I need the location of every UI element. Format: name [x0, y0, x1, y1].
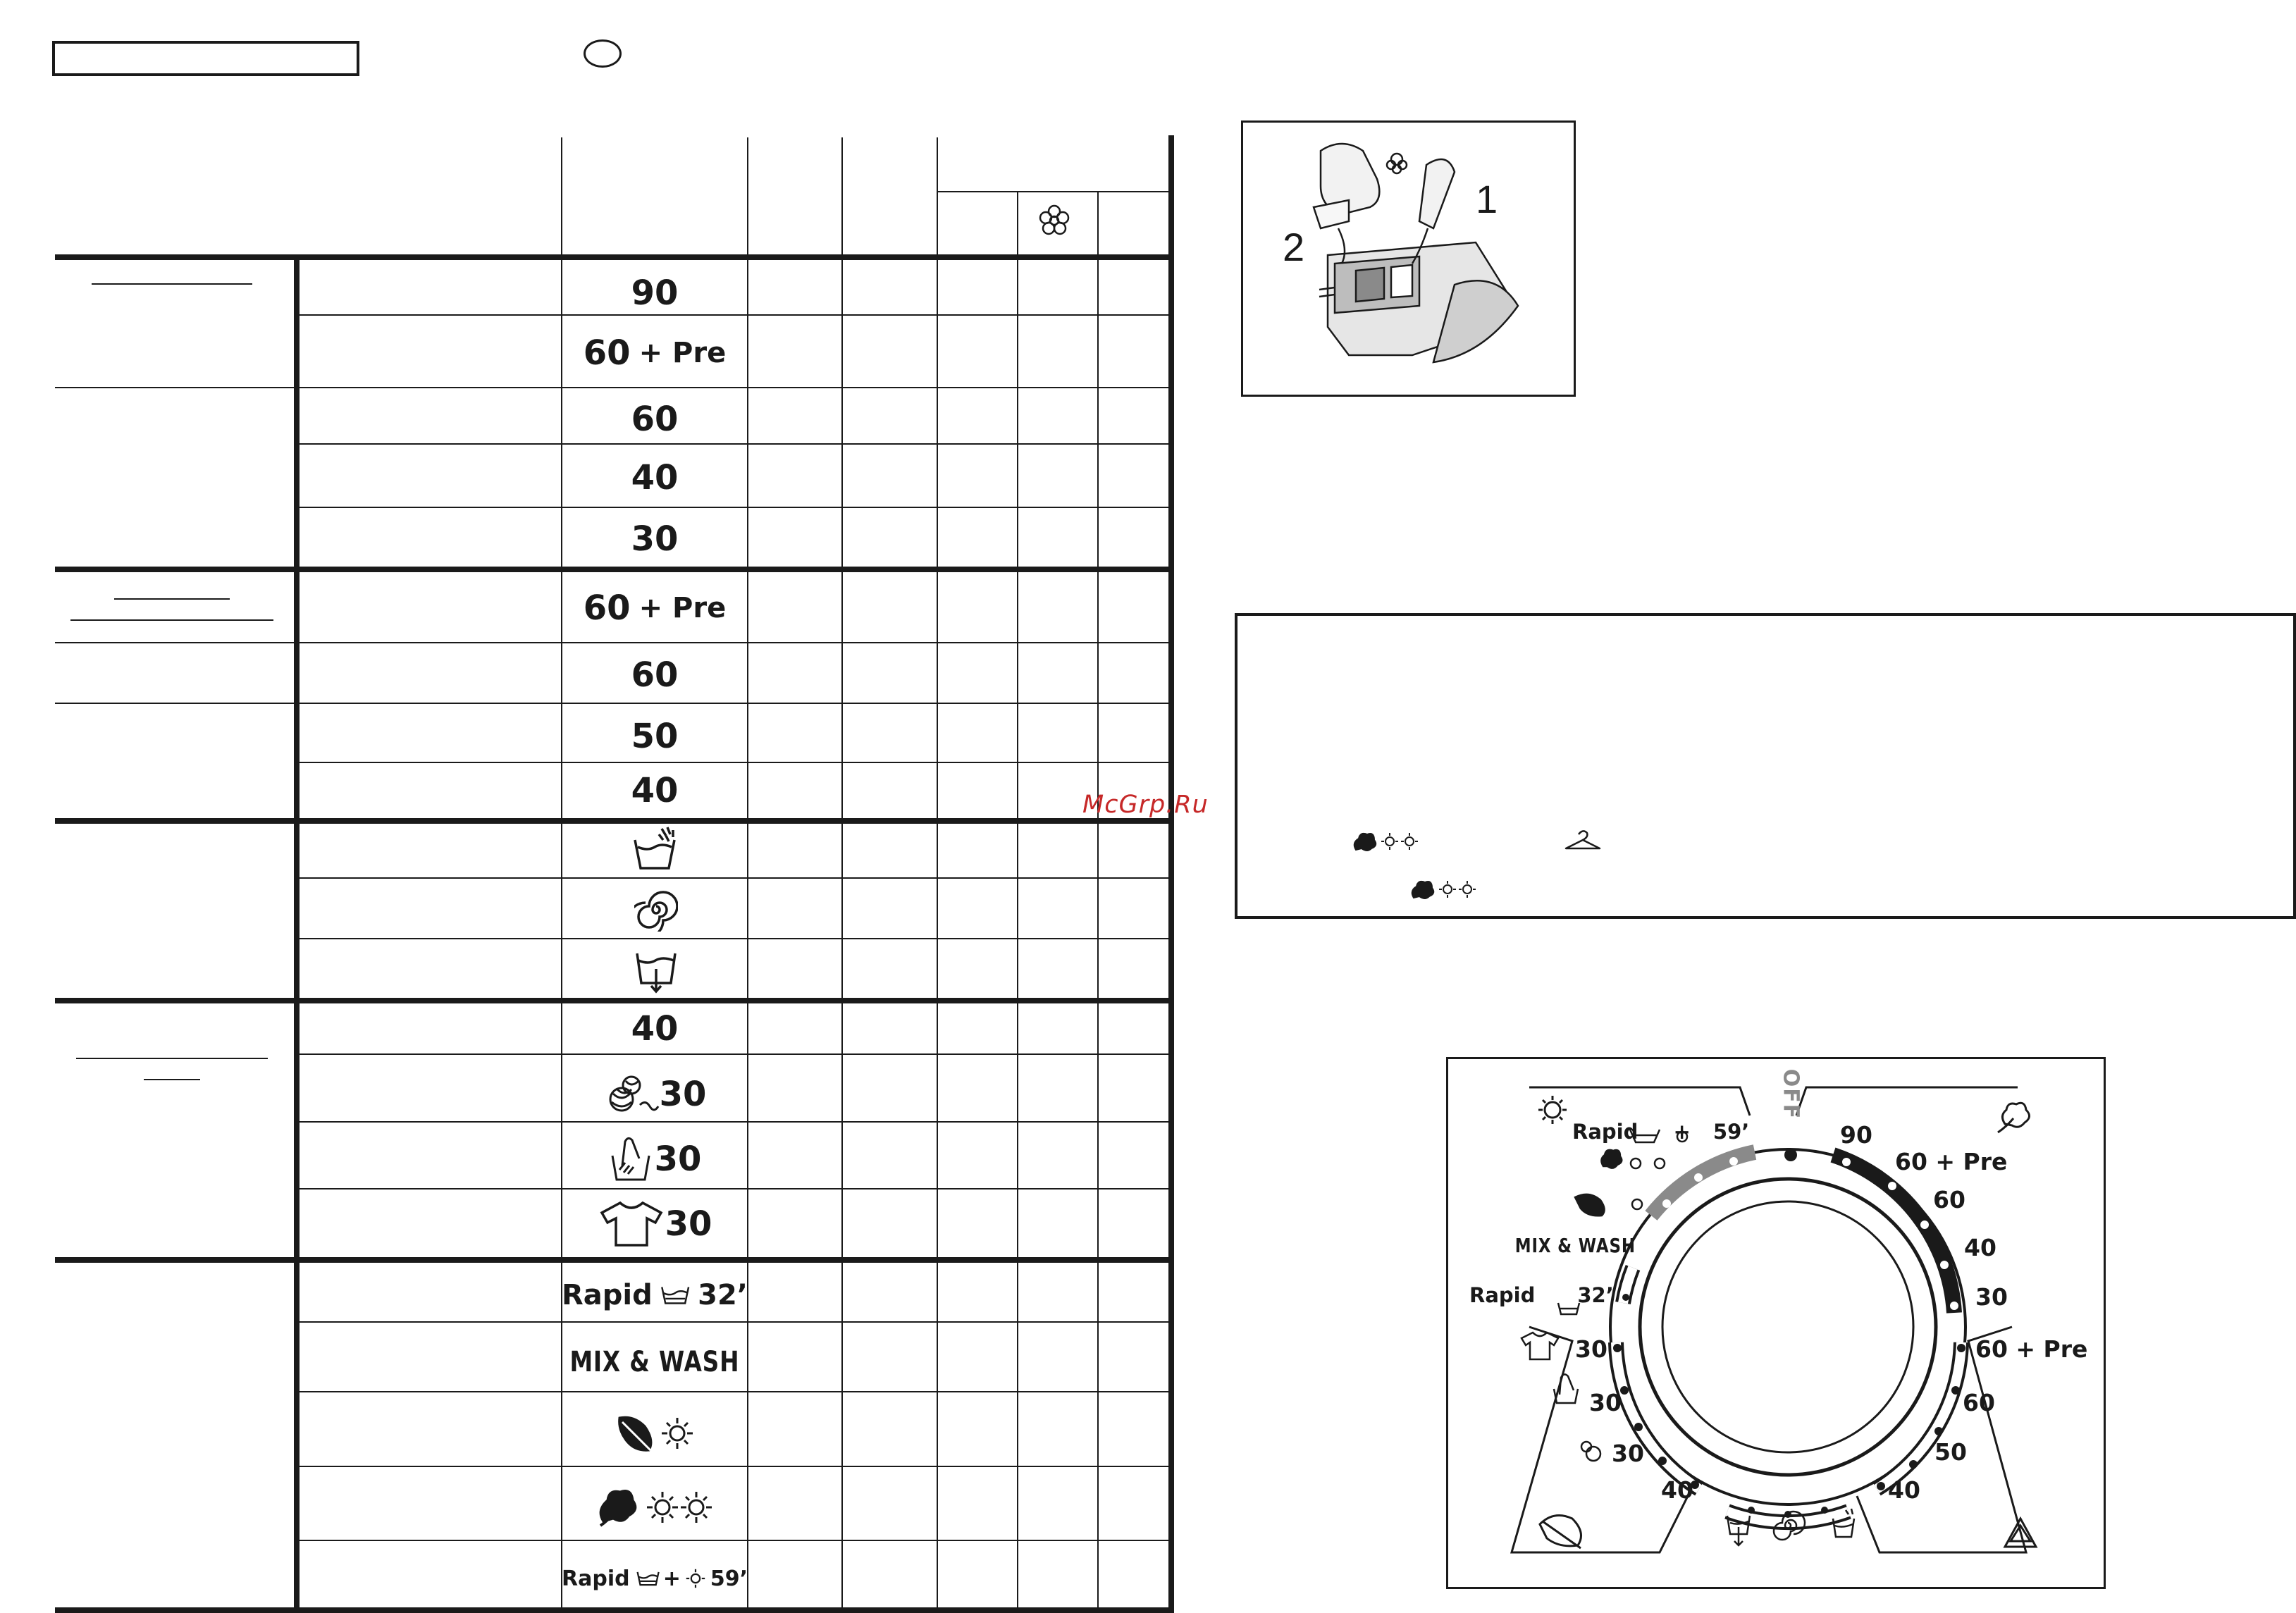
cotton-two-sun-icon: [1350, 829, 1421, 854]
off-indicator-dot: [1784, 1149, 1797, 1161]
rinse-icon: [631, 826, 680, 872]
table-rapid-59: Rapid + 59’: [562, 1566, 748, 1591]
dial-synth-60-pre: 60 + Pre: [1975, 1335, 2088, 1363]
delicate-leaf-icon: [1540, 1516, 1581, 1549]
table-synthetic-40: 40: [631, 771, 679, 810]
table-eco-one-sun: [562, 1406, 748, 1459]
dial-cotton-30: 30: [1975, 1283, 2008, 1311]
figure-label-1: 1: [1476, 177, 1498, 221]
table-synthetic-60: 60: [631, 655, 679, 695]
dial-cotton-60-pre: 60 + Pre: [1895, 1148, 2008, 1175]
watermark: McGrp.Ru: [1082, 791, 1209, 819]
dial-cotton-40: 40: [1964, 1234, 1996, 1261]
table-wool-30: 30: [562, 1070, 748, 1119]
programme-dial-panel: [1446, 1057, 2106, 1589]
basin-icon: [660, 1281, 691, 1309]
shirt-icon: [1522, 1333, 1558, 1359]
dial-synth-50: 50: [1934, 1438, 1967, 1466]
basin-icon: [636, 1568, 660, 1589]
leaf-icon: [1575, 1194, 1605, 1216]
table-cotton-40: 40: [631, 458, 679, 498]
dial-delicate-40: 40: [1661, 1476, 1693, 1504]
dial-synth-40: 40: [1888, 1476, 1920, 1504]
cotton-icon: [1601, 1150, 1622, 1168]
table-synthetic-50: 50: [631, 717, 679, 756]
table-shirts-30: 30: [562, 1198, 748, 1250]
dial-mix-wash: MIX & WASH: [1514, 1234, 1636, 1257]
leaf-sun-icon: [612, 1408, 697, 1457]
table-cotton-90: 90: [631, 273, 679, 313]
drain-icon: [633, 948, 679, 994]
programme-dial-graphic[interactable]: [1448, 1059, 2104, 1587]
sun-icon: [1538, 1096, 1567, 1124]
dial-off-label: OFF: [1778, 1068, 1803, 1120]
spin-icon: [634, 888, 678, 932]
cotton-icon: [1998, 1103, 2030, 1132]
dial-shirts-30: 30: [1575, 1335, 1607, 1363]
table-eco-two-sun: [562, 1480, 748, 1533]
dial-handwash-30: 30: [1589, 1389, 1622, 1416]
table-delicate-40: 40: [631, 1009, 679, 1049]
wool-icon: [1586, 1447, 1600, 1461]
dial-synth-60: 60: [1963, 1389, 1995, 1416]
detergent-drawer-figure: [1241, 120, 1576, 397]
table-cotton-60-pre: 60 + Pre: [583, 333, 727, 373]
table-cotton-60: 60: [631, 400, 679, 439]
cotton-two-sun-icon: [1408, 877, 1479, 902]
softener-flower-icon: [1040, 206, 1068, 234]
table-rapid-32: Rapid 32’: [562, 1279, 748, 1311]
cotton-two-sun-icon: [595, 1482, 715, 1531]
table-handwash-30: 30: [562, 1133, 748, 1185]
dial-cotton-60: 60: [1933, 1186, 1965, 1213]
hanger-icon: [1563, 827, 1603, 853]
shirt-icon: [598, 1199, 665, 1249]
table-mix-wash: MIX & WASH: [569, 1346, 740, 1378]
wool-icon: [603, 1071, 660, 1118]
notes-box: [1235, 613, 2296, 919]
dial-rapid-59: Rapid + 59’: [1572, 1120, 1750, 1144]
table-synthetic-60-pre: 60 + Pre: [583, 588, 727, 628]
sun-icon: [685, 1566, 706, 1590]
table-cotton-30: 30: [631, 519, 679, 559]
figure-label-2: 2: [1283, 225, 1305, 269]
dial-cotton-90: 90: [1840, 1121, 1872, 1149]
detergent-drawer-illustration: [1243, 123, 1574, 395]
handwash-icon: [608, 1135, 655, 1184]
dial-wool-30: 30: [1612, 1440, 1644, 1467]
dial-rapid-32: Rapid 32’: [1469, 1283, 1614, 1307]
